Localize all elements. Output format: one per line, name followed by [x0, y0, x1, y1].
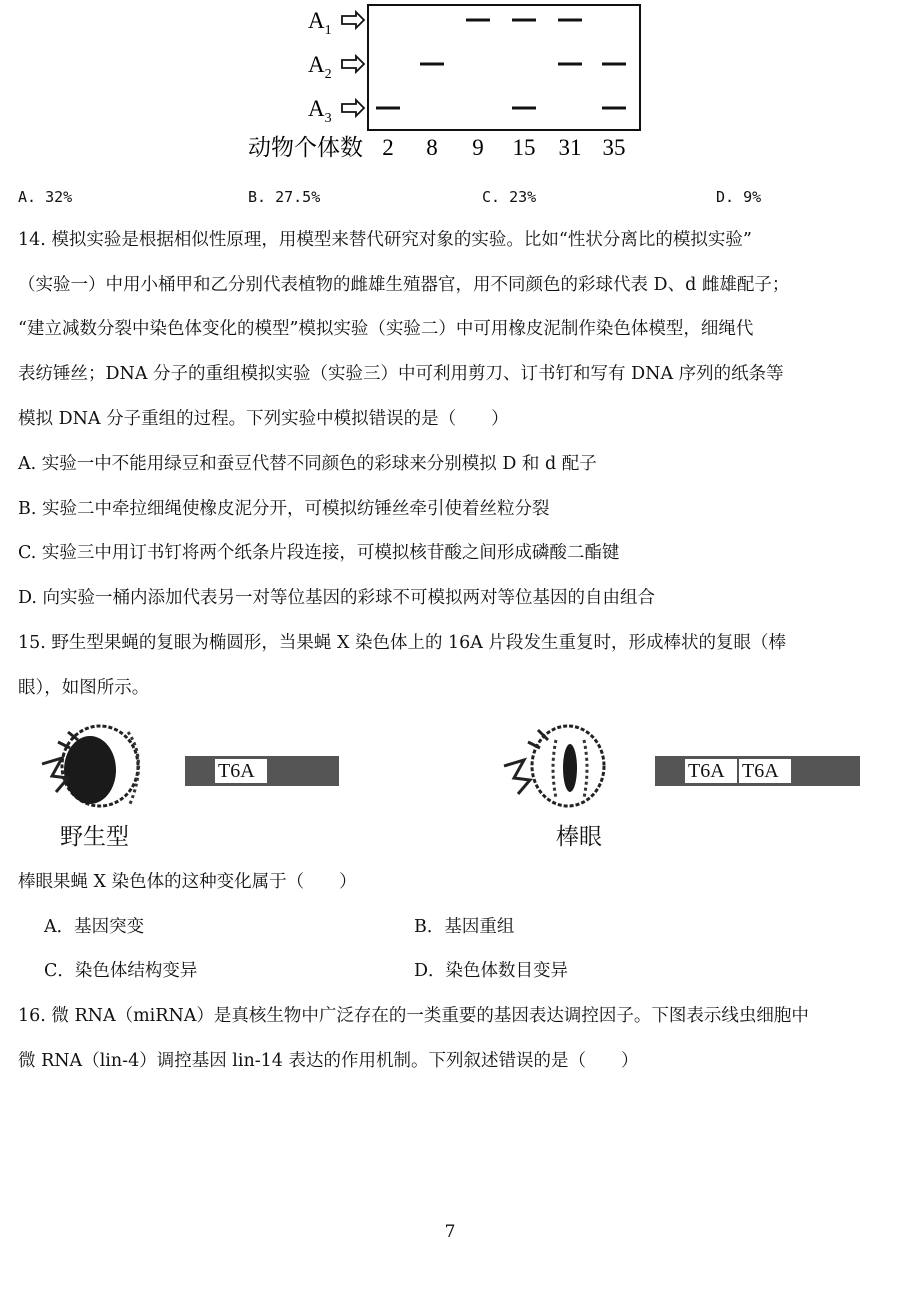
q13-option-c: C. 23% [482, 188, 537, 206]
gel-row-label-1: $A_1$ [308, 8, 332, 38]
gel-x-value: 15 [512, 135, 536, 160]
q15-line-1: 15. 野生型果蝇的复眼为椭圆形，当果蝇 X 染色体上的 16A 片段发生重复时，形成棒状的复眼（棒 [18, 633, 787, 653]
q13-option-a: A. 32% [18, 188, 73, 206]
bar-eye-chromosome [655, 756, 860, 786]
gel-figure [240, 0, 660, 165]
q15-line-2: 眼），如图所示。 [18, 678, 150, 698]
q15-question: 棒眼果蝇 X 染色体的这种变化属于（ ） [18, 872, 357, 892]
q16-line-1: 16. 微 RNA（miRNA）是真核生物中广泛存在的一类重要的基因表达调控因子。下图表示线虫细胞中 [18, 1006, 809, 1026]
gel-x-value: 31 [558, 135, 582, 160]
gel-frame [368, 5, 640, 130]
wild-type-16a-segment: T6A [215, 759, 267, 783]
bar-eye-caption: 棒眼 [556, 824, 602, 850]
gel-x-value: 35 [602, 135, 626, 160]
q15-figure [30, 720, 880, 860]
q14-line-4: 表纺锤丝；DNA 分子的重组模拟实验（实验三）中可利用剪刀、订书钉和写有 DNA 序列的纸条等 [18, 364, 784, 384]
q14-option-c: C. 实验三中用订书钉将两个纸条片段连接，可模拟核苷酸之间形成磷酸二酯键 [18, 543, 620, 563]
wild-type-caption: 野生型 [60, 824, 129, 850]
gel-x-title: 动物个体数 [248, 135, 363, 161]
q14-option-b: B. 实验二中牵拉细绳使橡皮泥分开，可模拟纺锤丝牵引使着丝粒分裂 [18, 499, 550, 519]
gel-x-value: 2 [382, 135, 394, 160]
bar-eye-16a-segment-2: T6A [739, 759, 791, 783]
bar-eye-16a-segment-1: T6A [685, 759, 737, 783]
q15-option-b: B．基因重组 [414, 917, 515, 937]
gel-row-arrow-icon-2 [342, 56, 364, 72]
bar-eye-image [500, 720, 620, 815]
q14-line-3: “建立减数分裂中染色体变化的模型”模拟实验（实验二）中可用橡皮泥制作染色体模型，细绳代 [18, 319, 754, 339]
gel-row-label-3: $A_3$ [308, 96, 332, 126]
q14-line-1: 14. 模拟实验是根据相似性原理，用模型来替代研究对象的实验。比如“性状分离比的模拟实验” [18, 230, 752, 250]
q15-option-d: D．染色体数目变异 [414, 961, 569, 981]
q13-option-d: D. 9% [716, 188, 762, 206]
gel-row-arrow-icon-1 [342, 12, 364, 28]
q16-line-2: 微 RNA（lin-4）调控基因 lin-14 表达的作用机制。下列叙述错误的是（ ） [18, 1051, 639, 1071]
wild-type-eye-image [38, 720, 158, 815]
gel-x-value: 9 [472, 135, 484, 160]
gel-x-value: 8 [426, 135, 438, 160]
q13-option-b: B. 27.5% [248, 188, 321, 206]
gel-row-label-2: $A_2$ [308, 52, 332, 82]
q15-option-a: A．基因突变 [44, 917, 145, 937]
gel-row-arrow-icon-3 [342, 100, 364, 116]
q14-option-a: A. 实验一中不能用绿豆和蚕豆代替不同颜色的彩球来分别模拟 D 和 d 配子 [18, 454, 597, 474]
wild-type-chromosome [185, 756, 339, 786]
q14-option-d: D. 向实验一桶内添加代表另一对等位基因的彩球不可模拟两对等位基因的自由组合 [18, 588, 656, 608]
q14-line-5: 模拟 DNA 分子重组的过程。下列实验中模拟错误的是（ ） [18, 409, 509, 429]
q15-option-c: C．染色体结构变异 [44, 961, 198, 981]
page-number: 7 [444, 1222, 456, 1242]
q14-line-2: （实验一）中用小桶甲和乙分别代表植物的雌雄生殖器官，用不同颜色的彩球代表 D、d 雌雄配子； [18, 275, 790, 295]
